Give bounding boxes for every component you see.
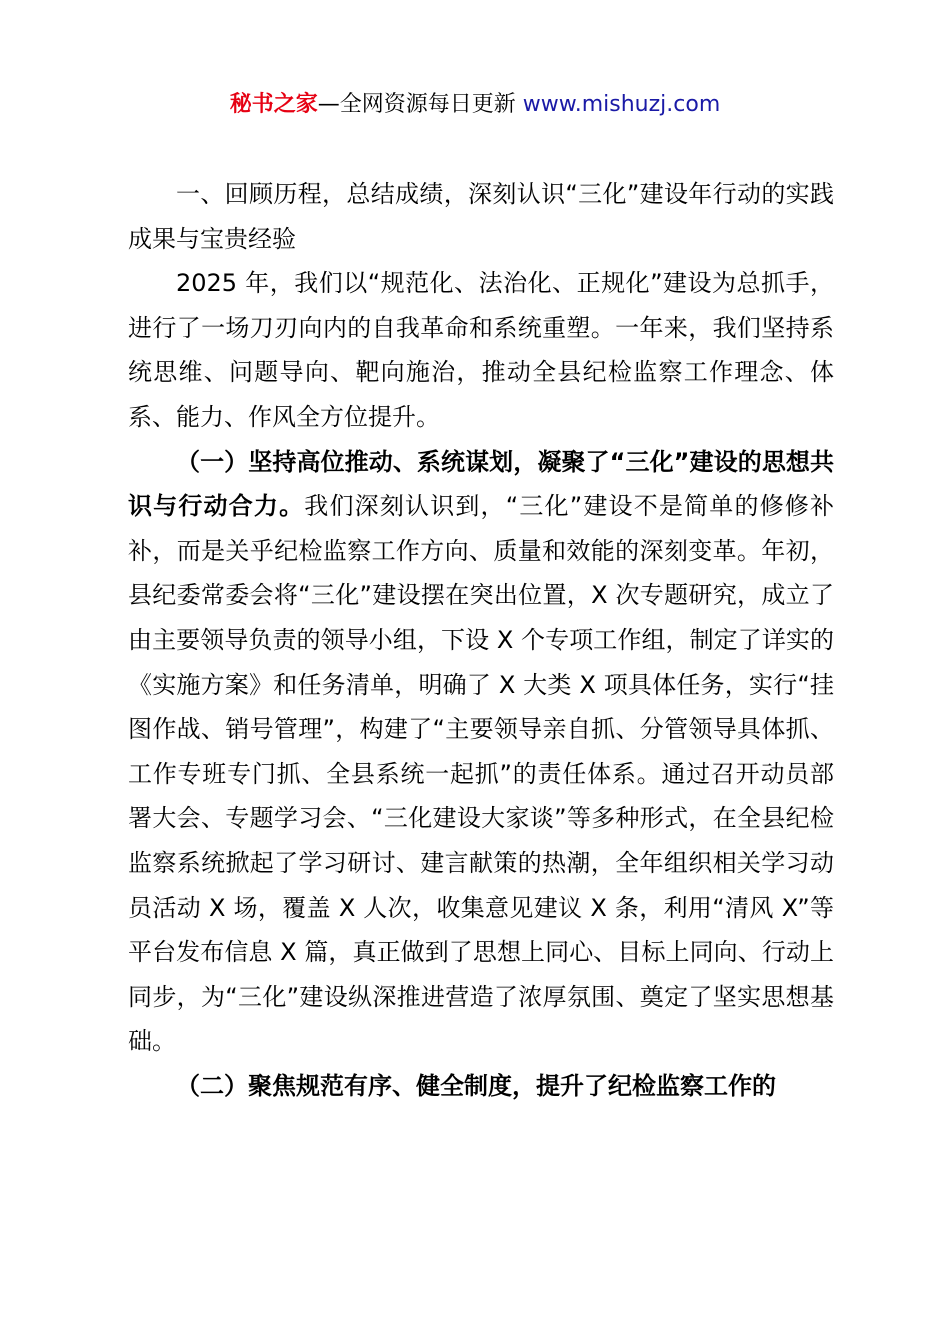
- subsection-1-title: （一）坚持高位推动、系统谋划，凝聚了“三化”建设的思想共识与行动合力。: [128, 447, 834, 521]
- section-heading: 一、回顾历程，总结成绩，深刻认识“三化”建设年行动的实践成果与宝贵经验: [128, 180, 834, 253]
- subsection-2-paragraph: [128, 1064, 834, 1109]
- subsection-1-paragraph: [128, 440, 834, 1064]
- site-header: [0, 88, 950, 122]
- intro-paragraph: 2025 年，我们以“规范化、法治化、正规化”建设为总抓手，进行了一场刀刃向内的自我革命和系统重塑。一年来，我们坚持系统思维、问题导向、靶向施治，推动全县纪检监察工作理念、体系、能力、作风全方位提升。: [128, 269, 834, 431]
- document-body: [128, 172, 834, 1108]
- brand-name: 秘书之家: [229, 92, 318, 117]
- header-slogan: —全网资源每日更新: [317, 92, 523, 117]
- subsection-1-body: 我们深刻认识到，“三化”建设不是简单的修修补补，而是关乎纪检监察工作方向、质量和效能的深刻变革。年初，县纪委常委会将“三化”建设摆在突出位置，X 次专题研究，成立了由主要领导负责的领导小组，下设 X 个专项工作组，制定了详实的《实施方案》和任务清单，明确了 X 大类 X 项具体任务，实行“挂图作战、销号管理”，构建了“主要领导亲自抓、分管领导具体抓、工作专班专门抓、全县系统一起抓”的责任体系。通过召开动员部署大会、专题学习会、“三化建设大家谈”等多种形式，在全县纪检监察系统掀起了学习研讨、建言献策的热潮，全年组织相关学习动员活动 X 场，覆盖 X 人次，收集意见建议 X 条，利用“清风 X”等平台发布信息 X 篇，真正做到了思想上同心、目标上同向、行动上同步，为“三化”建设纵深推进营造了浓厚氛围、奠定了坚实思想基础。: [128, 492, 834, 1056]
- site-url-link[interactable]: www.mishuzj.com: [522, 92, 721, 117]
- subsection-2-title: （二）聚焦规范有序、健全制度，提升了纪检监察工作的: [176, 1071, 776, 1100]
